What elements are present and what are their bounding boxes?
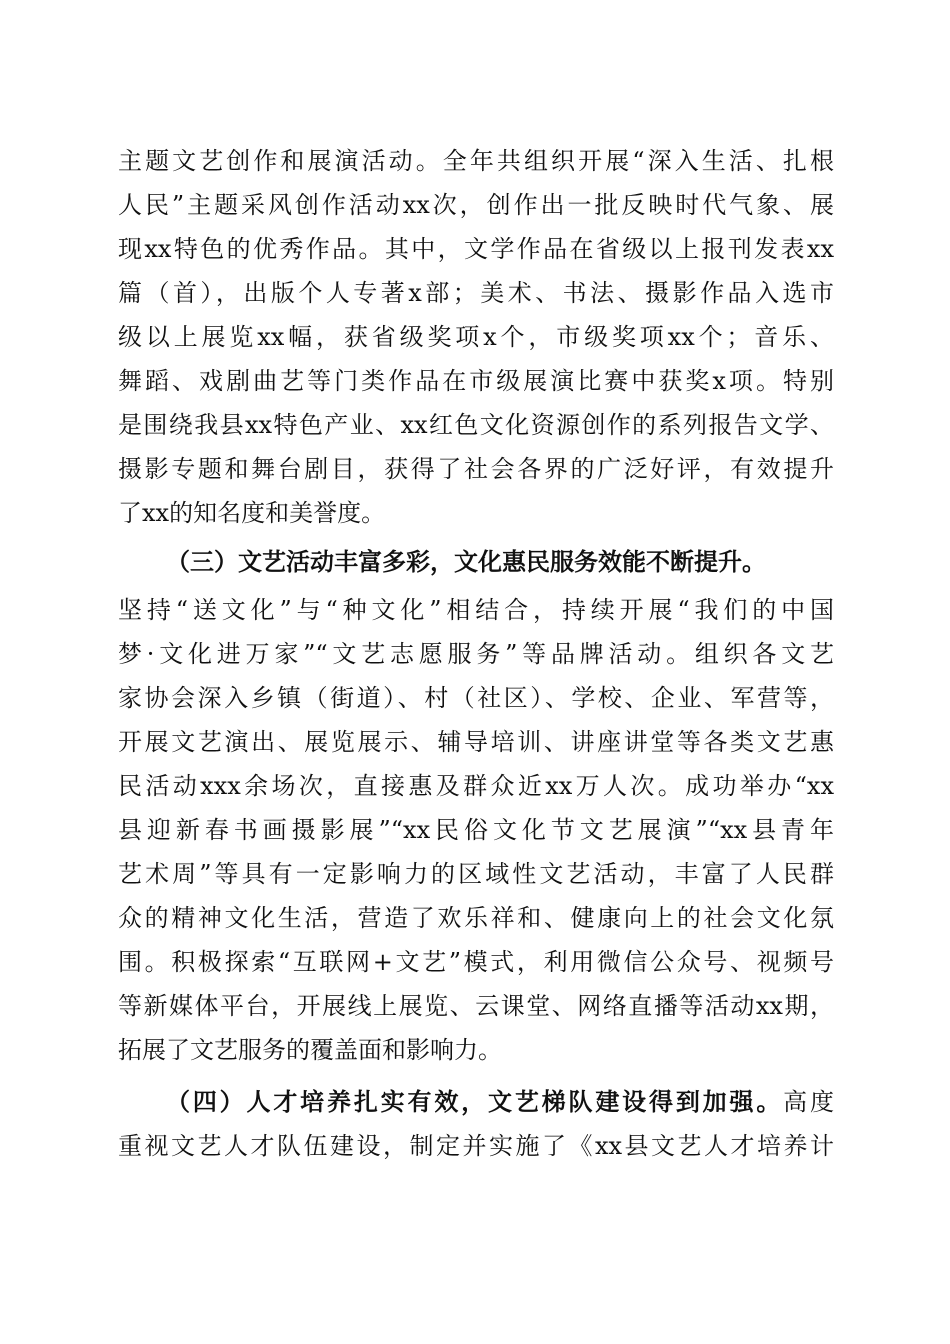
section-heading: （四）人才培养扎实有效，文艺梯队建设得到加强。 bbox=[166, 1087, 784, 1116]
body-text-line: 民活动xxx余场次，直接惠及群众近xx万人次。成功举办“xx bbox=[118, 772, 834, 800]
body-text-line: 重视文艺人才队伍建设，制定并实施了《xx县文艺人才培养计 bbox=[118, 1132, 834, 1160]
body-text-line: 艺术周”等具有一定影响力的区域性文艺活动，丰富了人民群 bbox=[118, 860, 834, 888]
body-text-line: 是围绕我县xx特色产业、xx红色文化资源创作的系列报告文学、 bbox=[118, 411, 834, 439]
body-text-line: 现xx特色的优秀作品。其中，文学作品在省级以上报刊发表xx bbox=[118, 235, 834, 263]
body-text-line: 开展文艺演出、展览展示、辅导培训、讲座讲堂等各类文艺惠 bbox=[118, 728, 834, 756]
body-text-line: 摄影专题和舞台剧目，获得了社会各界的广泛好评，有效提升 bbox=[118, 455, 834, 483]
body-text-line: 级以上展览xx幅，获省级奖项x个，市级奖项xx个；音乐、 bbox=[118, 323, 834, 351]
section-heading: （三）文艺活动丰富多彩，文化惠民服务效能不断提升。 bbox=[166, 547, 766, 576]
body-text-line: 人民”主题采风创作活动xx次，创作出一批反映时代气象、展 bbox=[118, 191, 834, 219]
body-text-line: 拓展了文艺服务的覆盖面和影响力。 bbox=[118, 1036, 502, 1064]
body-text-line: 等新媒体平台，开展线上展览、云课堂、网络直播等活动xx期， bbox=[118, 992, 834, 1020]
body-text-line: 主题文艺创作和展演活动。全年共组织开展“深入生活、扎根 bbox=[118, 147, 834, 175]
body-text-line: 众的精神文化生活，营造了欢乐祥和、健康向上的社会文化氛 bbox=[118, 904, 834, 932]
body-text-line: 梦·文化进万家”“文艺志愿服务”等品牌活动。组织各文艺 bbox=[118, 640, 834, 668]
body-text-line: 县迎新春书画摄影展”“xx民俗文化节文艺展演”“xx县青年 bbox=[118, 816, 834, 844]
body-text-line: 坚持“送文化”与“种文化”相结合，持续开展“我们的中国 bbox=[118, 596, 834, 624]
body-text-line: 舞蹈、戏剧曲艺等门类作品在市级展演比赛中获奖x项。特别 bbox=[118, 367, 834, 395]
section-heading-line bbox=[166, 1080, 834, 1124]
body-text-line: 篇（首），出版个人专著x部；美术、书法、摄影作品入选市 bbox=[118, 279, 834, 307]
body-text-line: 围。积极探索“互联网+文艺”模式，利用微信公众号、视频号 bbox=[118, 948, 834, 976]
body-text-inline: 高度 bbox=[783, 1088, 835, 1116]
body-text-line: 家协会深入乡镇（街道）、村（社区）、学校、企业、军营等， bbox=[118, 684, 834, 712]
body-text-line: 了xx的知名度和美誉度。 bbox=[118, 499, 386, 527]
